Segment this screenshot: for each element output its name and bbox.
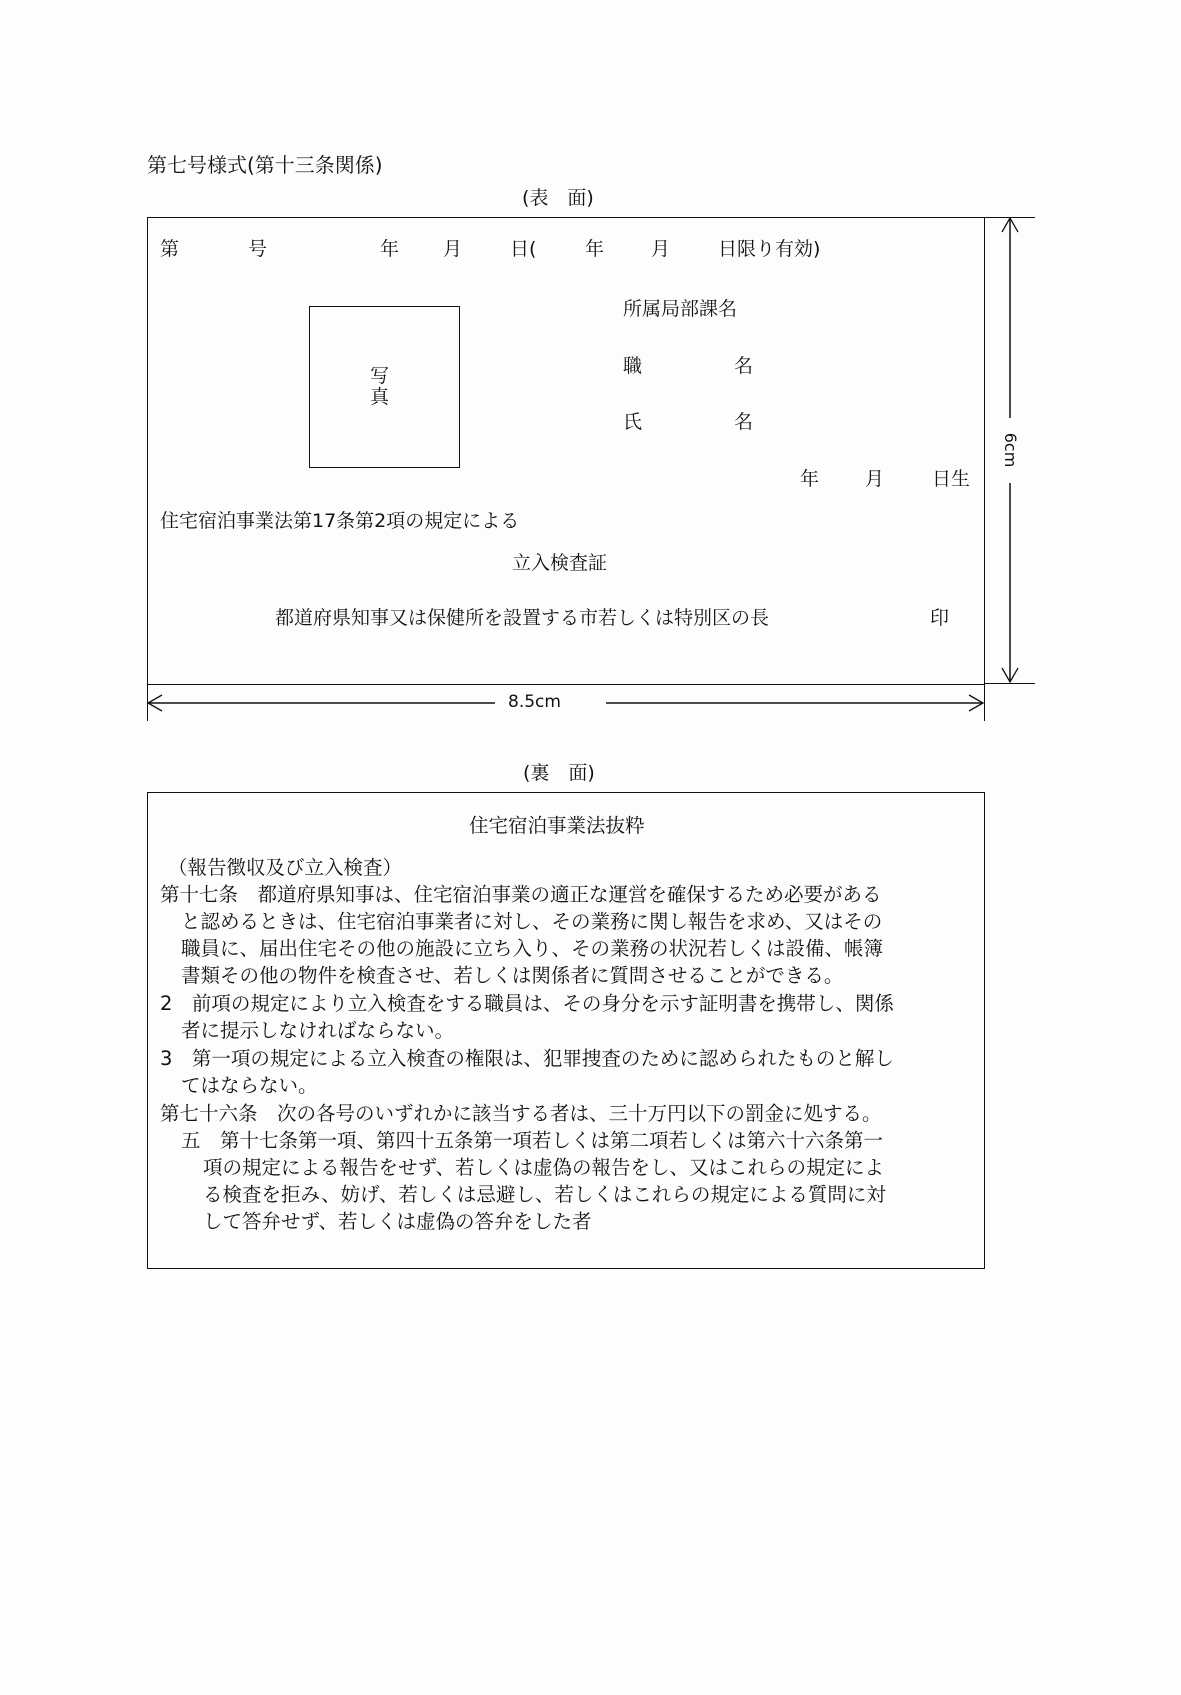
label-valid-until: 日限り有効)	[718, 238, 821, 260]
article-76-item-5-line-3: る検査を拒み、妨げ、若しくは忌避し、若しくはこれらの規定による質問に対	[203, 1183, 886, 1206]
article-17-line-3: 職員に、届出住宅その他の施設に立ち入り、その業務の状況若しくは設備、帳簿	[181, 937, 884, 960]
form-title: 第七号様式(第十三条関係)	[147, 153, 383, 177]
height-dimension-label: 6cm	[1001, 432, 1020, 468]
label-go: 号	[248, 238, 268, 260]
birth-month: 月	[865, 468, 885, 490]
label-month: 月	[443, 238, 463, 260]
birth-year: 年	[800, 468, 820, 490]
photo-label-1: 写	[370, 365, 390, 387]
birth-day: 日生	[932, 468, 971, 490]
article-76-item-5-line-2: 項の規定による報告をせず、若しくは虚偽の報告をし、又はこれらの規定によ	[203, 1156, 884, 1179]
back-title: 住宅宿泊事業法抜粋	[469, 814, 645, 837]
front-side-label: (表 面)	[522, 187, 594, 209]
seal-mark: 印	[930, 607, 950, 629]
article-17-line-2: と認めるときは、住宅宿泊事業者に対し、その業務に関し報告を求め、又はその	[181, 910, 883, 933]
back-side-label: (裏 面)	[523, 762, 595, 784]
name-label-a: 氏	[623, 411, 643, 433]
article-76-item-5-line-1: 五 第十七条第一項、第四十五条第一項若しくは第二項若しくは第六十六条第一	[181, 1129, 884, 1152]
article-17-para-2-line-1: 2 前項の規定により立入検査をする職員は、その身分を示す証明書を携帯し、関係	[160, 992, 894, 1015]
department-label: 所属局部課名	[623, 298, 738, 320]
label-dai: 第	[160, 238, 180, 260]
width-dimension-label: 8.5cm	[508, 692, 561, 712]
height-dimension-arrow	[0, 0, 1181, 760]
article-17-para-3-line-1: 3 第一項の規定による立入検査の権限は、犯罪捜査のために認められたものと解し	[160, 1047, 894, 1070]
article-76-line-1: 第七十六条 次の各号のいずれかに該当する者は、三十万円以下の罰金に処する。	[160, 1102, 882, 1125]
photo-label-2: 真	[370, 386, 390, 408]
job-title-label-b: 名	[734, 355, 754, 377]
label-day-open: 日(	[510, 238, 537, 260]
label-year-2: 年	[585, 238, 605, 260]
article-17-line-4: 書類その他の物件を検査させ、若しくは関係者に質問させることができる。	[181, 964, 844, 987]
article-76-item-5-line-4: して答弁せず、若しくは虚偽の答弁をした者	[203, 1210, 592, 1233]
job-title-label-a: 職	[623, 355, 643, 377]
certificate-title: 立入検査証	[512, 552, 608, 574]
label-year: 年	[380, 238, 400, 260]
issuer: 都道府県知事又は保健所を設置する市若しくは特別区の長	[275, 607, 770, 629]
label-month-2: 月	[651, 238, 671, 260]
heading-report-inspection: （報告徴収及び立入検査）	[168, 856, 403, 879]
article-17-line-1: 第十七条 都道府県知事は、住宅宿泊事業の適正な運営を確保するため必要がある	[160, 883, 882, 906]
article-17-para-2-line-2: 者に提示しなければならない。	[181, 1019, 455, 1042]
article-17-para-3-line-2: てはならない。	[181, 1074, 318, 1097]
name-label-b: 名	[734, 411, 754, 433]
legal-basis: 住宅宿泊事業法第17条第2項の規定による	[160, 510, 520, 532]
